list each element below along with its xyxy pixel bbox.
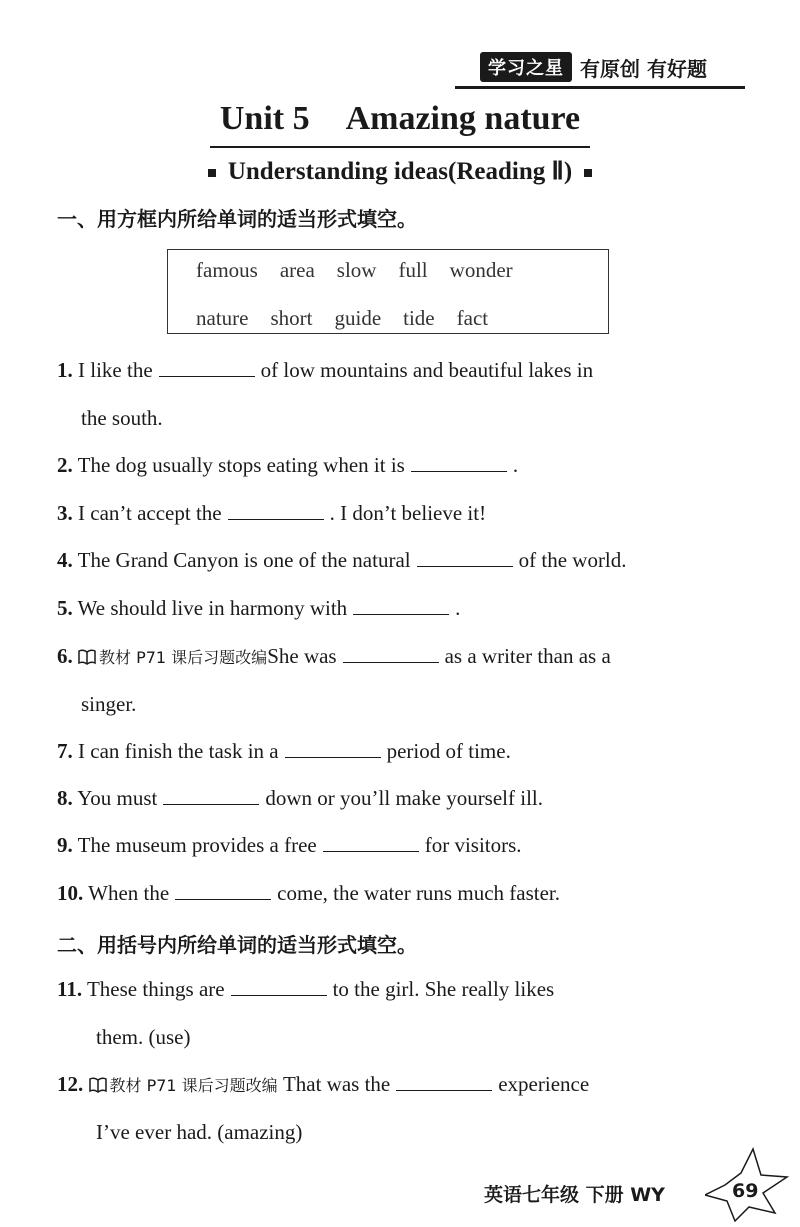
word: guide bbox=[334, 306, 382, 330]
textbook-icon bbox=[78, 649, 96, 665]
brand-logo: 学习之星 bbox=[480, 52, 572, 82]
word: full bbox=[398, 258, 428, 282]
word: wonder bbox=[449, 258, 513, 282]
word: tide bbox=[403, 306, 435, 330]
word: nature bbox=[196, 306, 249, 330]
unit-name: Amazing nature bbox=[345, 100, 581, 137]
page-number: 69 bbox=[732, 1180, 759, 1202]
question-12-cont: I’ve ever had. (amazing) bbox=[96, 1120, 303, 1144]
word: fact bbox=[456, 306, 489, 330]
source-note: 教材 P71 课后习题改编 bbox=[109, 1076, 278, 1095]
question-7: 7. I can finish the task in a period of time. bbox=[57, 739, 511, 763]
answer-blank[interactable] bbox=[228, 501, 324, 520]
answer-blank[interactable] bbox=[175, 881, 271, 900]
header-rule bbox=[455, 86, 745, 89]
word-row-2 bbox=[196, 306, 510, 331]
question-5: 5. We should live in harmony with . bbox=[57, 596, 461, 620]
lesson-title: Understanding ideas(Reading Ⅱ) bbox=[227, 158, 573, 185]
unit-number: Unit 5 bbox=[219, 100, 310, 137]
section2-heading: 二、用括号内所给单词的适当形式填空。 bbox=[57, 933, 417, 957]
word: area bbox=[279, 258, 315, 282]
answer-blank[interactable] bbox=[159, 358, 255, 377]
answer-blank[interactable] bbox=[163, 786, 259, 805]
header-brand bbox=[480, 52, 707, 82]
bullet-square-icon bbox=[584, 169, 592, 177]
word-row-1 bbox=[196, 258, 535, 283]
word: famous bbox=[196, 258, 258, 282]
question-11-cont: them. (use) bbox=[96, 1025, 191, 1049]
answer-blank[interactable] bbox=[411, 453, 507, 472]
question-1-cont: the south. bbox=[81, 406, 163, 430]
lesson-subtitle bbox=[0, 156, 800, 186]
question-3: 3. I can’t accept the . I don’t believe it! bbox=[57, 501, 487, 525]
answer-blank[interactable] bbox=[353, 596, 449, 615]
question-6: 6. 教材 P71 课后习题改编She was as a writer than as a bbox=[57, 644, 611, 668]
question-9: 9. The museum provides a free for visitors. bbox=[57, 833, 522, 857]
question-11: 11. These things are to the girl. She really likes bbox=[57, 977, 555, 1001]
question-4: 4. The Grand Canyon is one of the natural of the world. bbox=[57, 548, 627, 572]
question-10: 10. When the come, the water runs much faster. bbox=[57, 881, 560, 905]
answer-blank[interactable] bbox=[231, 977, 327, 996]
answer-blank[interactable] bbox=[285, 739, 381, 758]
source-note: 教材 P71 课后习题改编 bbox=[99, 648, 268, 667]
question-2: 2. The dog usually stops eating when it is . bbox=[57, 453, 519, 477]
footer-book-info: 英语七年级 下册 WY bbox=[484, 1184, 665, 1206]
question-8: 8. You must down or you’ll make yourself ill. bbox=[57, 786, 544, 810]
question-6-cont: singer. bbox=[81, 692, 137, 716]
answer-blank[interactable] bbox=[343, 644, 439, 663]
question-12: 12. 教材 P71 课后习题改编 That was the experience bbox=[57, 1072, 590, 1096]
answer-blank[interactable] bbox=[396, 1072, 492, 1091]
textbook-icon bbox=[89, 1077, 107, 1093]
unit-title bbox=[0, 100, 800, 148]
brand-slogan: 有原创 有好题 bbox=[580, 56, 707, 81]
word: slow bbox=[336, 258, 377, 282]
question-1: 1. I like the of low mountains and beautiful lakes in bbox=[57, 358, 594, 382]
section1-heading: 一、用方框内所给单词的适当形式填空。 bbox=[57, 207, 417, 231]
word: short bbox=[270, 306, 313, 330]
word-box bbox=[167, 249, 609, 334]
answer-blank[interactable] bbox=[323, 833, 419, 852]
bullet-square-icon bbox=[208, 169, 216, 177]
answer-blank[interactable] bbox=[417, 548, 513, 567]
